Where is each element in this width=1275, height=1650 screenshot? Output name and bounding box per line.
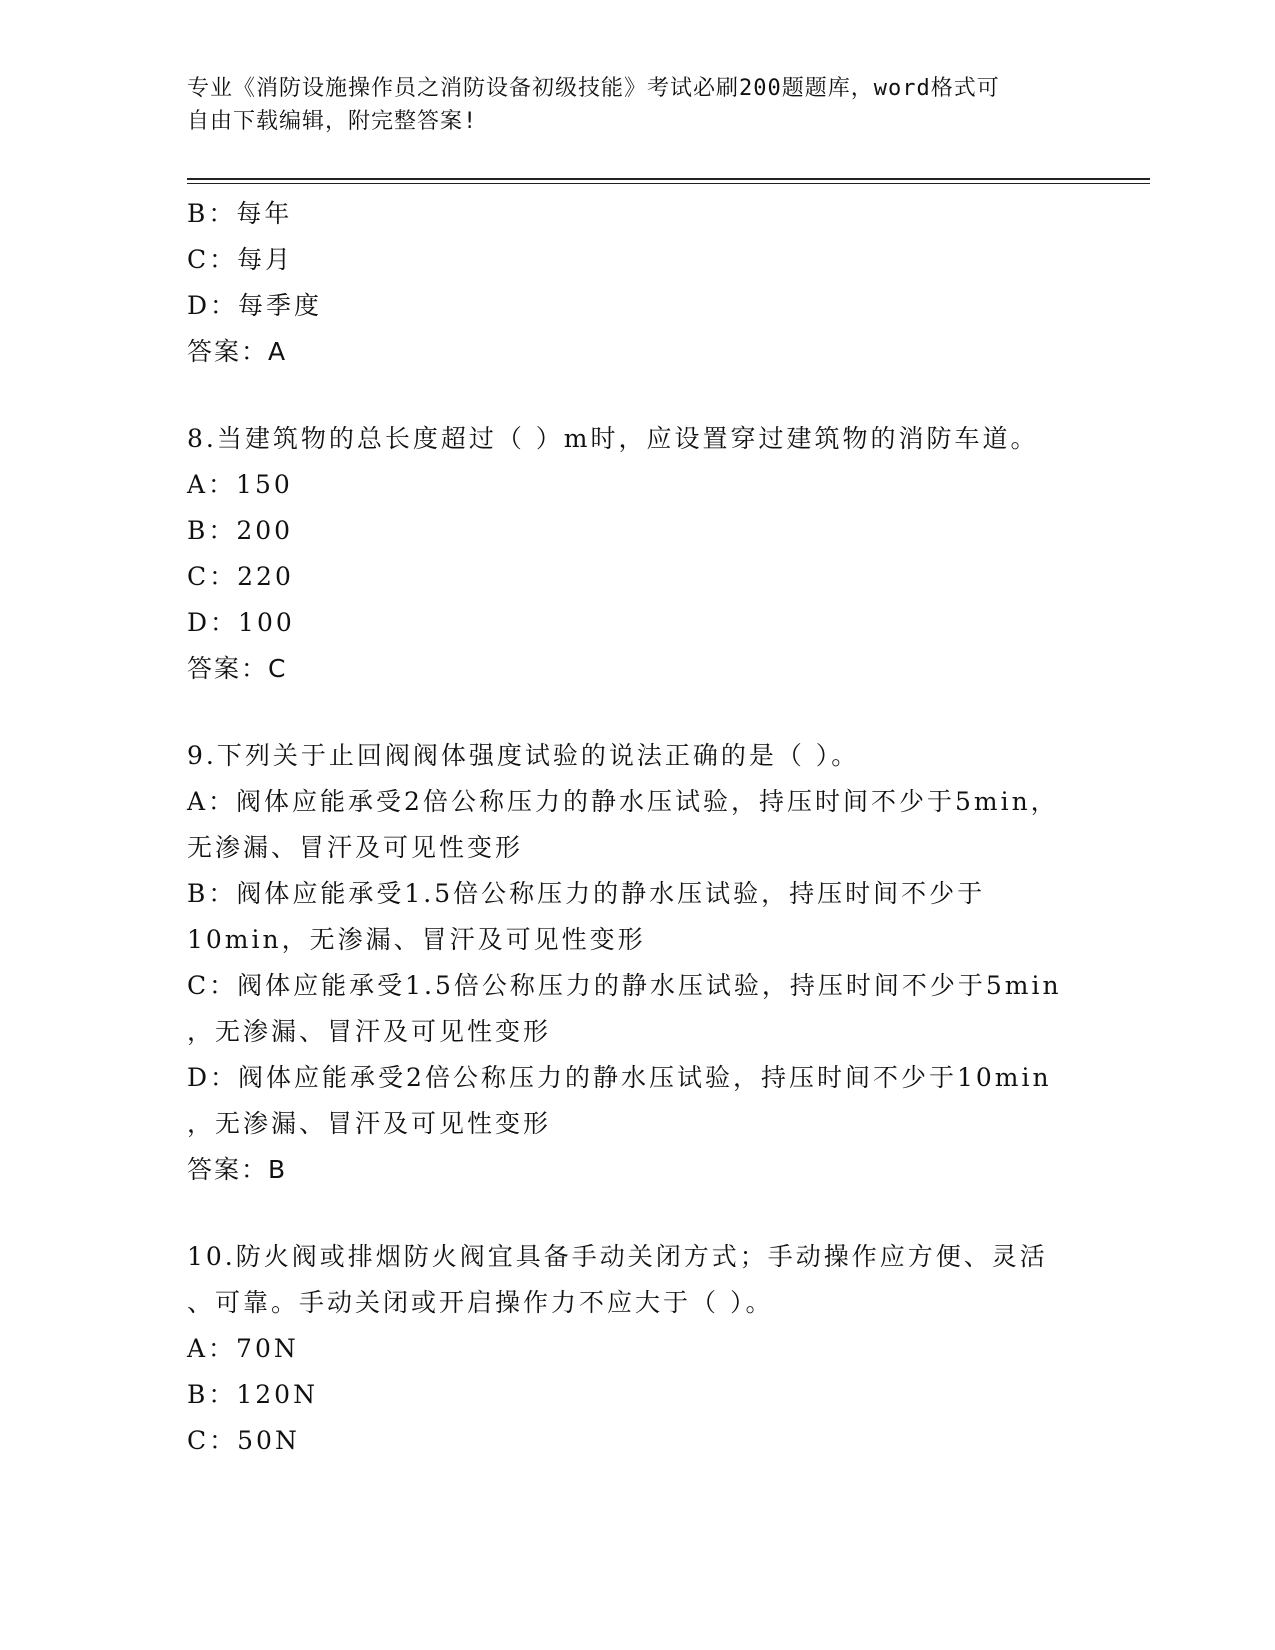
option-b-line-1: B：阀体应能承受1.5倍公称压力的静水压试验，持压时间不少于 — [187, 879, 986, 908]
option-a: A：70N — [187, 1334, 299, 1363]
document-header — [187, 72, 1067, 138]
question-stem-line-2: 、可靠。手动关闭或开启操作力不应大于（ ）。 — [187, 1288, 774, 1317]
header-divider-thick — [187, 178, 1150, 180]
option-c: C：每月 — [187, 245, 294, 274]
option-a: A：150 — [187, 470, 293, 499]
option-b: B：每年 — [187, 199, 293, 228]
option-b-line-2: 10min，无渗漏、冒汗及可见性变形 — [187, 925, 646, 954]
option-b: B：120N — [187, 1380, 318, 1409]
option-d: D：每季度 — [187, 291, 323, 320]
question-8 — [187, 416, 1087, 692]
question-list — [187, 191, 1087, 1464]
question-stem: 9.下列关于止回阀阀体强度试验的说法正确的是（ ）。 — [187, 741, 860, 770]
option-d-line-2: ，无渗漏、冒汗及可见性变形 — [187, 1109, 552, 1138]
question-stem-line-1: 10.防火阀或排烟防火阀宜具备手动关闭方式；手动操作应方便、灵活 — [187, 1242, 1048, 1271]
option-b: B：200 — [187, 516, 294, 545]
answer-line: 答案：A — [187, 337, 288, 366]
option-d: D：100 — [187, 608, 295, 637]
spacer — [187, 375, 1087, 416]
spacer — [187, 1193, 1087, 1234]
header-line-1: 专业《消防设施操作员之消防设备初级技能》考试必刷200题题库，word格式可 — [187, 76, 1000, 101]
answer-line: 答案：C — [187, 654, 288, 683]
spacer — [187, 692, 1087, 733]
option-a-line-1: A：阀体应能承受2倍公称压力的静水压试验，持压时间不少于5min， — [187, 787, 1059, 816]
option-a-line-2: 无渗漏、冒汗及可见性变形 — [187, 833, 524, 862]
question-stem: 8.当建筑物的总长度超过（ ）m时，应设置穿过建筑物的消防车道。 — [187, 424, 1039, 453]
option-c-line-2: ，无渗漏、冒汗及可见性变形 — [187, 1017, 552, 1046]
header-line-2: 自由下载编辑，附完整答案! — [187, 109, 478, 134]
option-c: C：50N — [187, 1426, 300, 1455]
option-c-line-1: C：阀体应能承受1.5倍公称压力的静水压试验，持压时间不少于5min — [187, 971, 1062, 1000]
question-9 — [187, 733, 1087, 1193]
answer-line: 答案：B — [187, 1155, 288, 1184]
question-7-continued — [187, 191, 1087, 375]
option-d-line-1: D：阀体应能承受2倍公称压力的静水压试验，持压时间不少于10min — [187, 1063, 1052, 1092]
option-c: C：220 — [187, 562, 294, 591]
question-10 — [187, 1234, 1087, 1464]
header-divider-thin — [187, 183, 1150, 184]
